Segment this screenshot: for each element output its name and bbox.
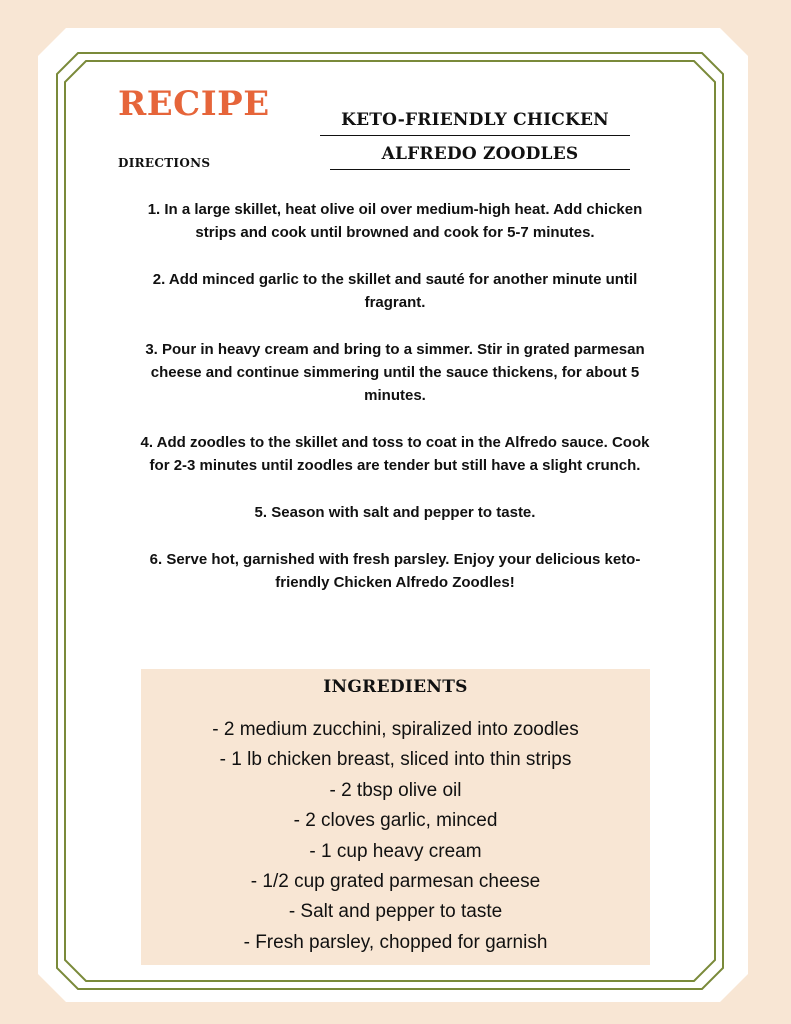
ingredients-list (141, 715, 650, 958)
directions-list (140, 198, 650, 618)
ingredients-title: INGREDIENTS (323, 677, 468, 697)
recipe-label: RECIPE (118, 84, 270, 124)
direction-step-4: 4. Add zoodles to the skillet and toss to coat in the Alfredo sauce. Cook for 2-3 minutes until zoodles are tender but still have a slight crunch. (140, 434, 650, 474)
ingredient-item: - 2 cloves garlic, minced (293, 810, 498, 832)
ingredients-box (141, 669, 650, 965)
direction-step-2: 2. Add minced garlic to the skillet and sauté for another minute until fragrant. (152, 271, 638, 311)
ingredient-item: - 1 lb chicken breast, sliced into thin strips (219, 749, 572, 771)
recipe-title-line-1: KETO-FRIENDLY CHICKEN (320, 110, 630, 136)
ingredient-item: - 1 cup heavy cream (309, 840, 482, 862)
ingredient-item: - Fresh parsley, chopped for garnish (243, 931, 548, 953)
direction-step-3: 3. Pour in heavy cream and bring to a simmer. Stir in grated parmesan cheese and continue simmering until the sauce thickens, for about 5 minutes. (145, 341, 645, 404)
recipe-title-line-2: ALFREDO ZOODLES (330, 144, 630, 170)
ingredient-item: - 2 tbsp olive oil (329, 779, 462, 801)
directions-label: DIRECTIONS (118, 156, 211, 170)
direction-step-1: 1. In a large skillet, heat olive oil over medium-high heat. Add chicken strips and cook until browned and cook for 5-7 minutes. (147, 201, 643, 241)
ingredient-item: - Salt and pepper to taste (288, 901, 503, 923)
direction-step-5: 5. Season with salt and pepper to taste. (254, 504, 536, 521)
ingredient-item: - 2 medium zucchini, spiralized into zoodles (212, 719, 579, 740)
ingredient-item: - 1/2 cup grated parmesan cheese (250, 871, 541, 893)
direction-step-6: 6. Serve hot, garnished with fresh parsley. Enjoy your delicious keto-friendly Chicken Alfredo Zoodles! (149, 551, 641, 591)
